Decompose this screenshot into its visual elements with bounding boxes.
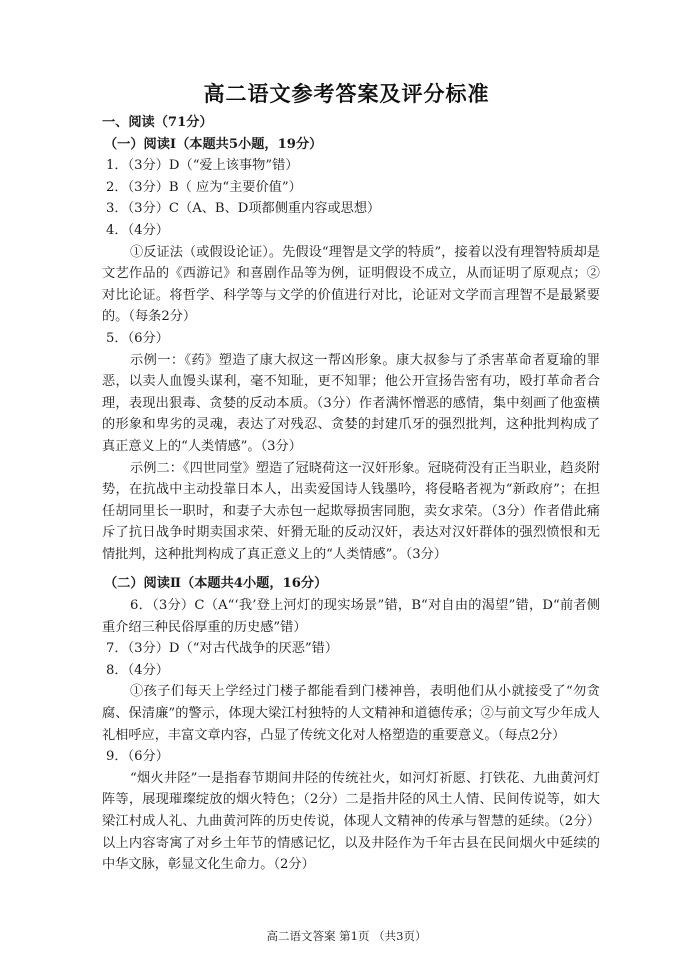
question-5-example-1: 示例一：《药》塑造了康大叔这一帮凶形象。康大叔参与了杀害革命者夏瑜的罪恶，以卖人血馒头谋利，毫不知耻，更不知罪；他公开宣扬告密有功，殴打革命者合理，表现出狠毒、贪婪的反动本质。（3分）作者满怀憎恶的感情，集中刻画了他蛮横的形象和卑劣的灵魂，表达了对残忍、贪婪的封建爪牙的强烈批判，这种批判构成了真正意义上的“人类情感”。（3分） [102,352,600,454]
question-9: 9．（6分） [106,749,169,765]
question-1: 1．（3分）D（“爱上该事物”错） [106,158,299,174]
question-4-answer: ①反证法（或假设论证）。先假设“理智是文学的特质”，接着以没有理智特质却是文艺作品的《西游记》和喜剧作品等为例，证明假设不成立，从而证明了原观点；②对比论证。将哲学、科学等与文学的价值进行对比，论证对文学而言理智不是最紧要的。（每条2分） [102,244,600,325]
question-8: 8．（4分） [106,662,169,678]
page-footer: 高二语文答案 第1页 （共3页） [266,929,427,943]
question-4: 4．（4分） [106,222,169,238]
part2-heading: （二）阅读Ⅱ（本题共4小题，16分） [104,576,328,592]
question-5: 5．（6分） [106,330,169,346]
question-3: 3．（3分）C（A、B、D项都侧重内容或思想） [106,201,381,217]
question-2: 2．（3分）B（ 应为“主要价值”） [106,179,302,195]
question-6: 6．（3分）C（A“‘我’登上河灯的现实场景”错，B“对自由的渴望”错，D“前者侧重介绍三种民俗厚重的历史感”错） [102,598,600,635]
section-reading-heading: 一、阅读（71分） [102,115,213,130]
question-8-answer: ①孩子们每天上学经过门楼子都能看到门楼神兽，表明他们从小就接受了“勿贪腐、保清廉”的警示，体现大梁江村独特的人文精神和道德传承；②与前文写少年成人礼相呼应，丰富文章内容，凸显了传统文化对人格塑造的重要意义。（每点2分） [102,684,600,743]
question-7: 7．（3分）D（“对古代战争的厌恶”错） [106,641,339,657]
part1-heading: （一）阅读Ⅰ（本题共5小题，19分） [104,136,323,152]
question-9-answer: “烟火井陉”一是指春节期间井陉的传统社火，如河灯祈愿、打铁花、九曲黄河灯阵等，展现璀璨绽放的烟火特色；（2分）二是指井陉的风土人情、民间传说等，如大梁江村成人礼、九曲黄河阵的历史传说，体现人文精神的传承与智慧的延续。（2分）以上内容寄寓了对乡土年节的情感记忆，以及井陉作为千年古县在民间烟火中延续的中华文脉，彰显文化生命力。（2分） [102,770,600,873]
question-5-example-2: 示例二：《四世同堂》塑造了冠晓荷这一汉奸形象。冠晓荷没有正当职业，趋炎附势，在抗战中主动投靠日本人，出卖爱国诗人钱墨吟，将侵略者视为“新政府”；在担任胡同里长一职时，和妻子大赤包一起欺辱损害同胞，卖女求荣。（3分）作者借此痛斥了抗日战争时期卖国求荣、奸猾无耻的反动汉奸，表达对汉奸群体的强烈愤恨和无情批判，这种批判构成了真正意义上的“人类情感”。（3分） [102,460,600,562]
answer-body [102,112,600,876]
page-title: 高二语文参考答案及评分标准 [203,82,490,106]
